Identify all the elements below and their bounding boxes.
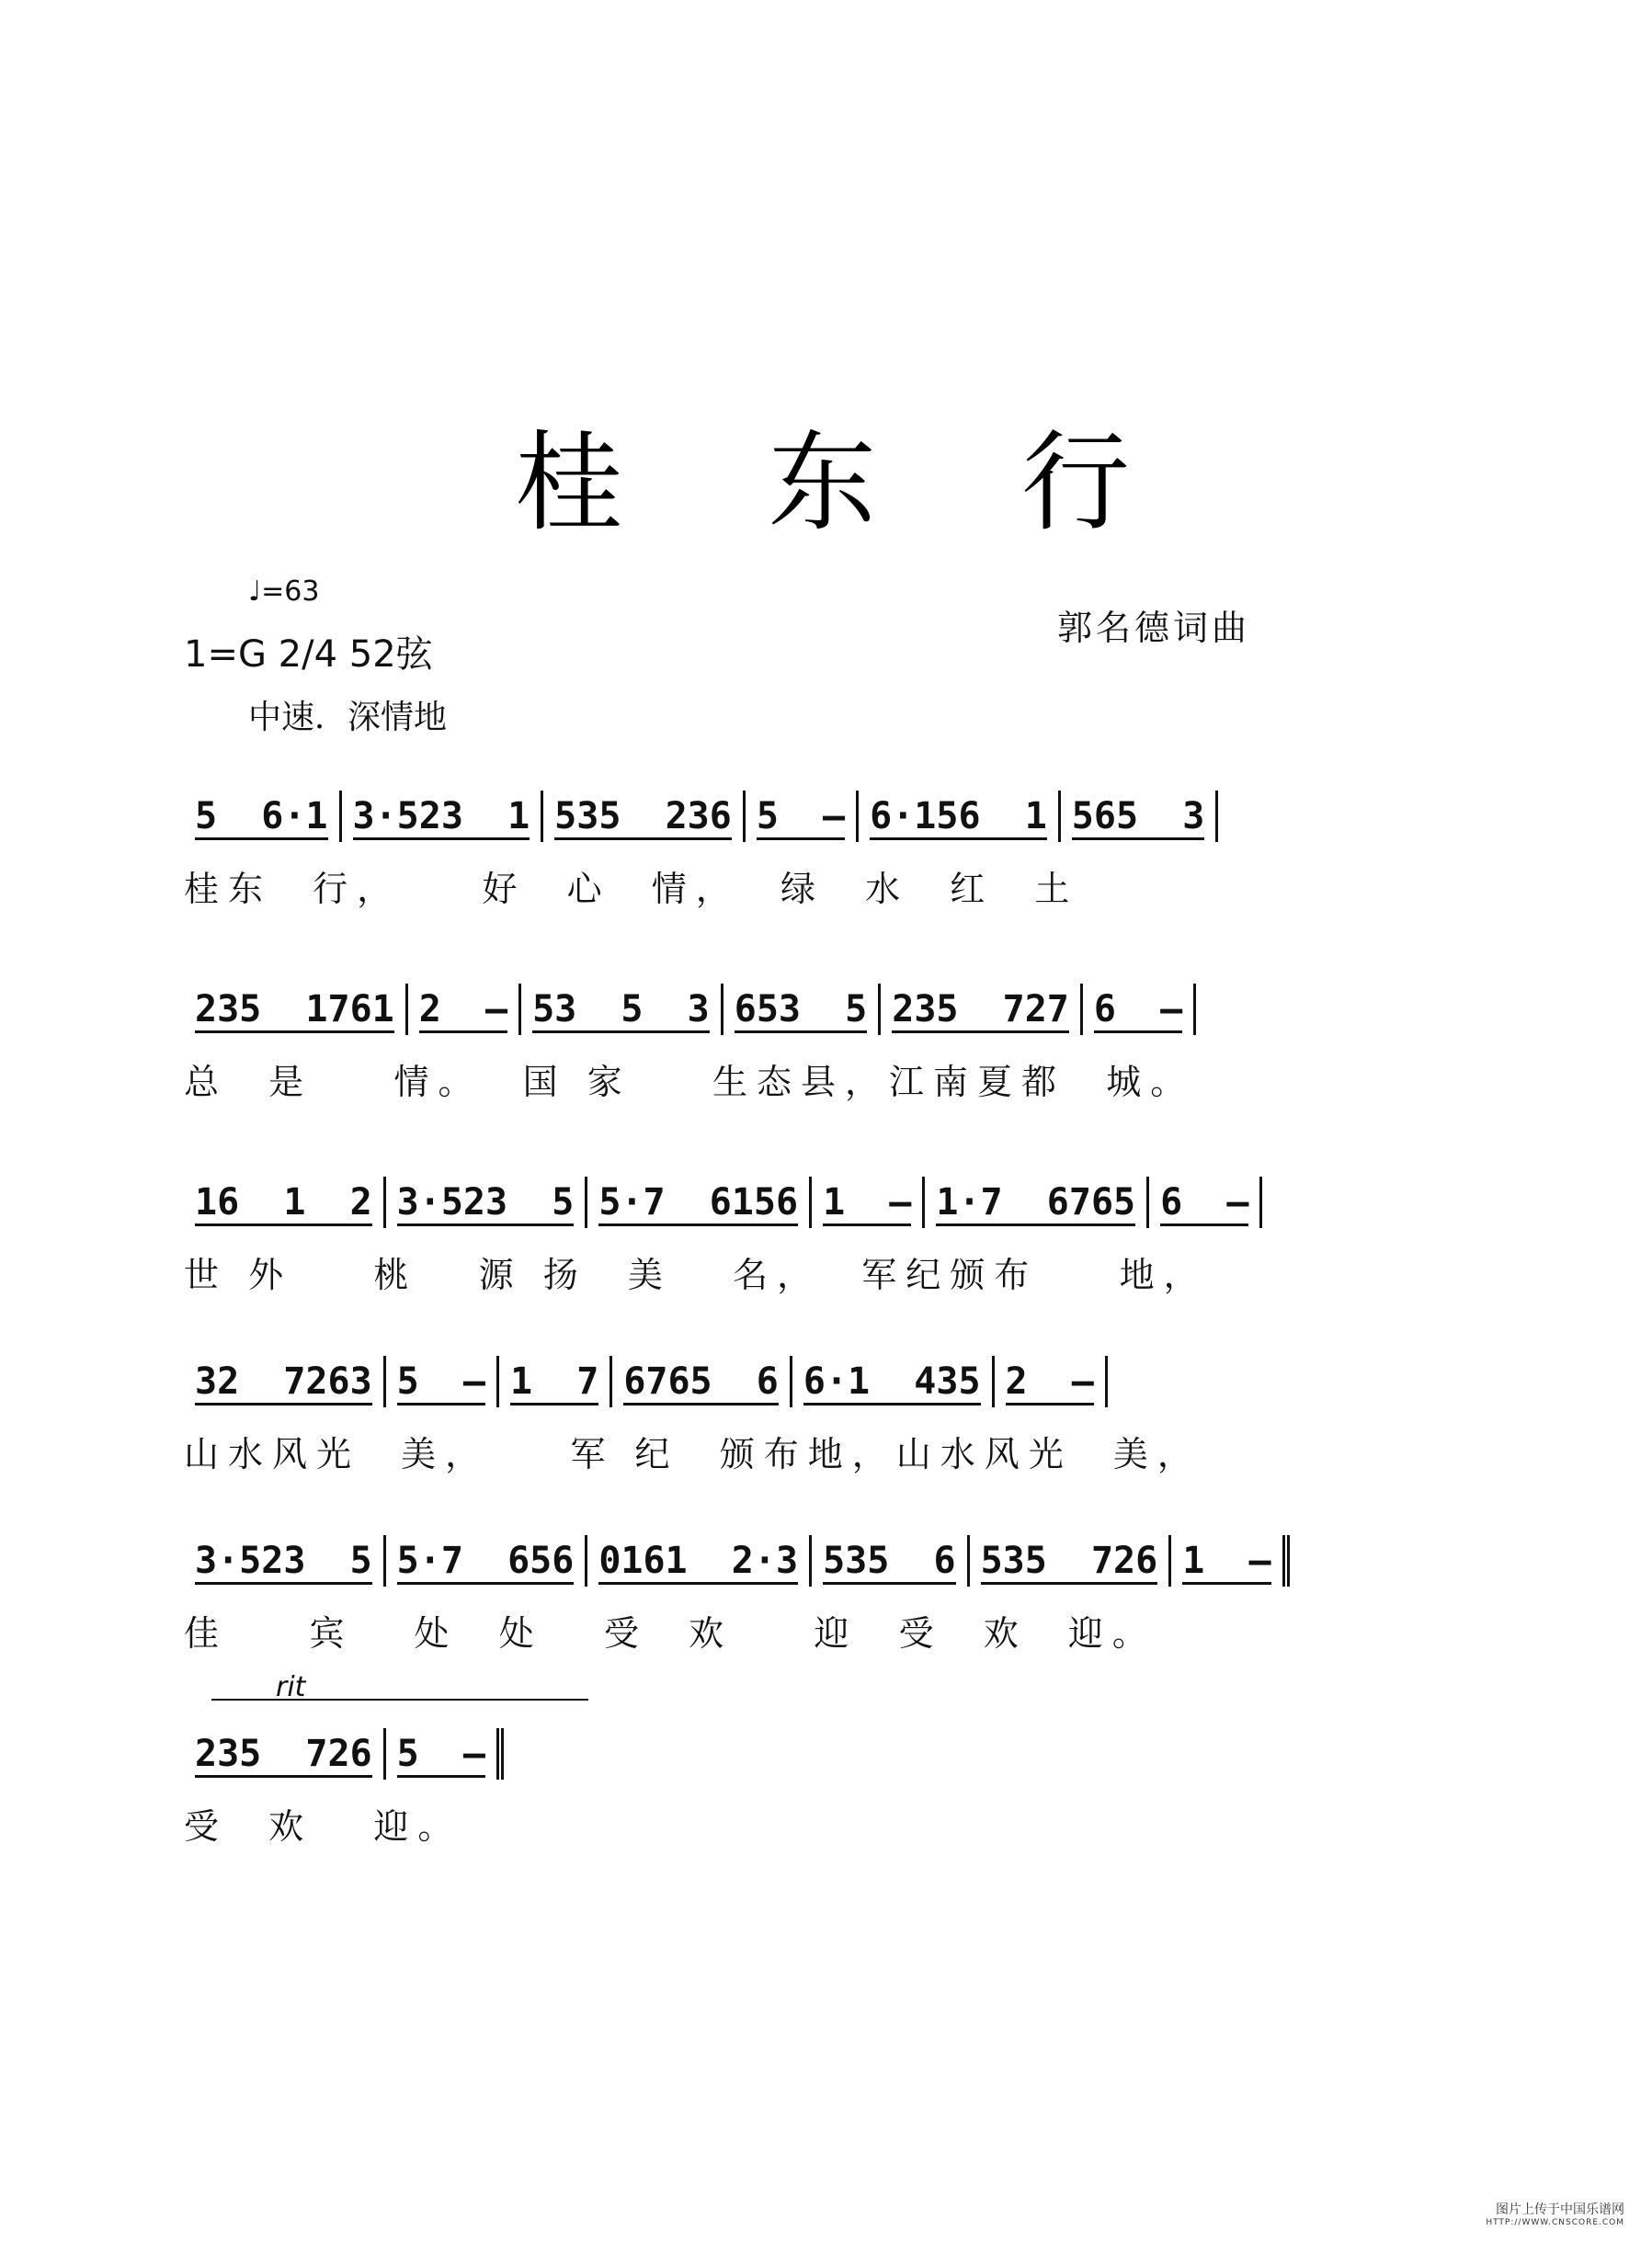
measure: 653 5 bbox=[723, 984, 882, 1035]
measure: 53 5 3 bbox=[521, 984, 723, 1035]
song-title: 桂 东 行 bbox=[515, 419, 1186, 546]
measure: 1·7 6765 bbox=[925, 1177, 1149, 1228]
measure: 6·1 435 bbox=[792, 1356, 995, 1407]
tempo-marking: ♩=63 bbox=[248, 575, 320, 608]
lyrics-line: 佳 宾 处 处 受 欢 迎 受 欢 迎。 bbox=[184, 1613, 1156, 1654]
notes-line bbox=[184, 781, 1370, 842]
measure: 1 7 bbox=[499, 1356, 612, 1407]
watermark bbox=[1486, 2200, 1624, 2227]
notes-line bbox=[184, 1167, 1370, 1228]
ritardando-marking: rit bbox=[276, 1671, 306, 1703]
measure: 3·523 1 bbox=[342, 791, 544, 842]
measure: 3·523 5 bbox=[184, 1535, 386, 1587]
measure: 5 — bbox=[386, 1356, 499, 1407]
measure: 16 1 2 bbox=[184, 1177, 386, 1228]
watermark-line-2: HTTP://WWW.CNSCORE.COM bbox=[1486, 2218, 1624, 2227]
lyrics-line: 桂东 行， 好 心 情， 绿 水 红 土 bbox=[184, 869, 1079, 909]
measure: 5 — bbox=[386, 1728, 504, 1780]
score-row bbox=[184, 974, 1370, 1102]
measure: 235 726 bbox=[184, 1728, 386, 1780]
key-signature: 1=G 2/4 52弦 bbox=[184, 633, 433, 676]
score-row bbox=[184, 1719, 1370, 1847]
measure: 5·7 6156 bbox=[587, 1177, 812, 1228]
measure: 565 3 bbox=[1061, 791, 1219, 842]
measure: 6 — bbox=[1083, 984, 1196, 1035]
watermark-line-1: 图片上传于中国乐谱网 bbox=[1496, 2202, 1624, 2217]
score-row bbox=[184, 1526, 1370, 1654]
notes-line bbox=[184, 1526, 1370, 1587]
measure: 535 6 bbox=[812, 1535, 970, 1587]
measure: 535 726 bbox=[970, 1535, 1172, 1587]
measure: 32 7263 bbox=[184, 1356, 386, 1407]
measure: 6 — bbox=[1149, 1177, 1262, 1228]
measure: 235 727 bbox=[881, 984, 1083, 1035]
notes-line bbox=[184, 1719, 1370, 1780]
score-row bbox=[184, 1347, 1370, 1472]
ritardando-line bbox=[211, 1699, 588, 1701]
lyrics-line: 总 是 情。 国 家 生态县，江南夏都 城。 bbox=[184, 1062, 1195, 1102]
lyrics-line: 山水风光 美， 军 纪 颁布地，山水风光 美， bbox=[184, 1434, 1202, 1474]
lyrics-line: 受 欢 迎。 bbox=[184, 1806, 462, 1847]
lyrics-line: 世 外 桃 源 扬 美 名， 军纪颁布 地， bbox=[184, 1255, 1208, 1295]
measure: 5·7 656 bbox=[386, 1535, 588, 1587]
measure: 6·156 1 bbox=[859, 791, 1061, 842]
measure: 1 — bbox=[812, 1177, 925, 1228]
measure: 1 — bbox=[1171, 1535, 1289, 1587]
measure: 2 — bbox=[408, 984, 521, 1035]
measure: 3·523 5 bbox=[386, 1177, 588, 1228]
score-row bbox=[184, 1167, 1370, 1295]
measure: 2 — bbox=[995, 1356, 1108, 1407]
score-row bbox=[184, 781, 1370, 909]
notes-line bbox=[184, 974, 1370, 1035]
measure: 235 1761 bbox=[184, 984, 408, 1035]
measure: 0161 2·3 bbox=[587, 1535, 812, 1587]
measure: 5 — bbox=[746, 791, 859, 842]
measure: 6765 6 bbox=[612, 1356, 792, 1407]
measure: 535 236 bbox=[543, 791, 746, 842]
notes-line bbox=[184, 1347, 1370, 1407]
expression-marking: 中速．深情地 bbox=[248, 699, 448, 736]
measure: 5 6·1 bbox=[184, 791, 342, 842]
composer-credit: 郭名德词曲 bbox=[1057, 608, 1251, 648]
